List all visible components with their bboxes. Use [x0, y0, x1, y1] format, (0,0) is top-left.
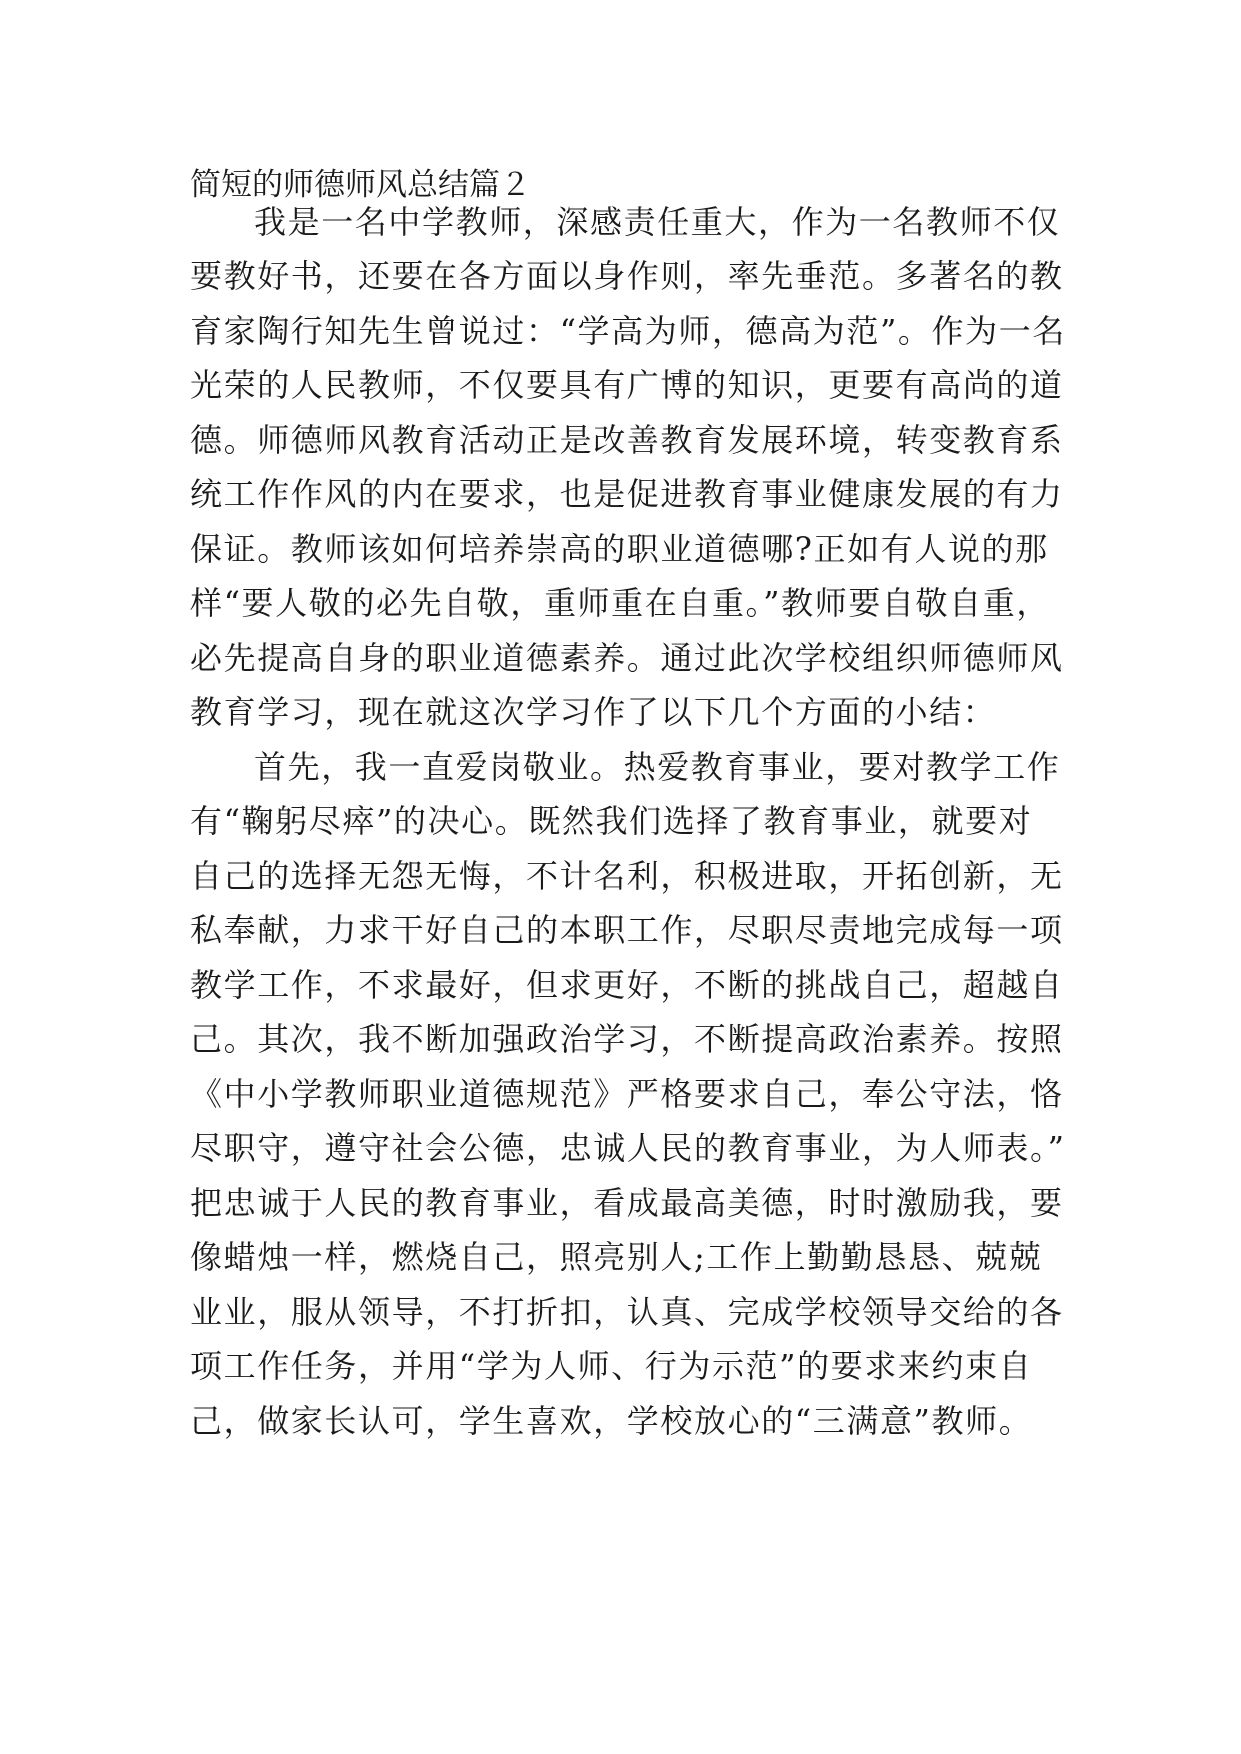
paragraph-line: 尽职守，遵守社会公德，忠诚人民的教育事业，为人师表。” [190, 1129, 1066, 1167]
paragraph-line: 统工作作风的内在要求，也是促进教育事业健康发展的有力 [190, 475, 1064, 513]
document-title: 简短的师德师风总结篇２ [190, 167, 531, 203]
paragraph-line: 必先提高自身的职业道德素养。通过此次学校组织师德师风 [190, 639, 1064, 677]
paragraph-line: 样“要人敬的必先自敬，重师重在自重。”教师要自敬自重， [190, 584, 1050, 622]
paragraph-line: 教学工作，不求最好，但求更好，不断的挑战自己，超越自 [190, 966, 1064, 1004]
paragraph-line: 项工作任务，并用“学为人师、行为示范”的要求来约束自 [190, 1347, 1033, 1385]
paragraph-line: 育家陶行知先生曾说过：“学高为师，德高为范”。作为一名 [190, 312, 1066, 350]
paragraph-line: 有“鞠躬尽瘁”的决心。既然我们选择了教育事业，就要对 [190, 802, 1033, 840]
paragraph-line: 保证。教师该如何培养崇高的职业道德哪?正如有人说的那 [190, 530, 1049, 568]
paragraph-line: 教育学习，现在就这次学习作了以下几个方面的小结： [190, 693, 997, 731]
paragraph-line: 自己的选择无怨无悔，不计名利，积极进取，开拓创新，无 [190, 857, 1064, 895]
paragraph-line: 私奉献，力求干好自己的本职工作，尽职尽责地完成每一项 [190, 911, 1064, 949]
paragraph-line: 像蜡烛一样，燃烧自己，照亮别人;工作上勤勤恳恳、兢兢 [190, 1238, 1043, 1276]
paragraph-line: 把忠诚于人民的教育事业，看成最高美德，时时激励我，要 [190, 1184, 1064, 1222]
paragraph-line: 己，做家长认可，学生喜欢，学校放心的“三满意”教师。 [190, 1402, 1033, 1440]
paragraph-line: 业业，服从领导，不打折扣，认真、完成学校领导交给的各 [190, 1293, 1064, 1331]
paragraph-line: 我是一名中学教师，深感责任重大，作为一名教师不仅 [254, 203, 1061, 241]
paragraph-line: 光荣的人民教师，不仅要具有广博的知识，更要有高尚的道 [190, 366, 1064, 404]
paragraph-line: 《中小学教师职业道德规范》严格要求自己，奉公守法，恪 [190, 1075, 1064, 1113]
paragraph-line: 己。其次，我不断加强政治学习，不断提高政治素养。按照 [190, 1020, 1064, 1058]
paragraph-line: 德。师德师风教育活动正是改善教育发展环境，转变教育系 [190, 421, 1064, 459]
paragraph-line: 要教好书，还要在各方面以身作则，率先垂范。多著名的教 [190, 257, 1064, 295]
paragraph-line: 首先，我一直爱岗敬业。热爱教育事业，要对教学工作 [254, 748, 1061, 786]
